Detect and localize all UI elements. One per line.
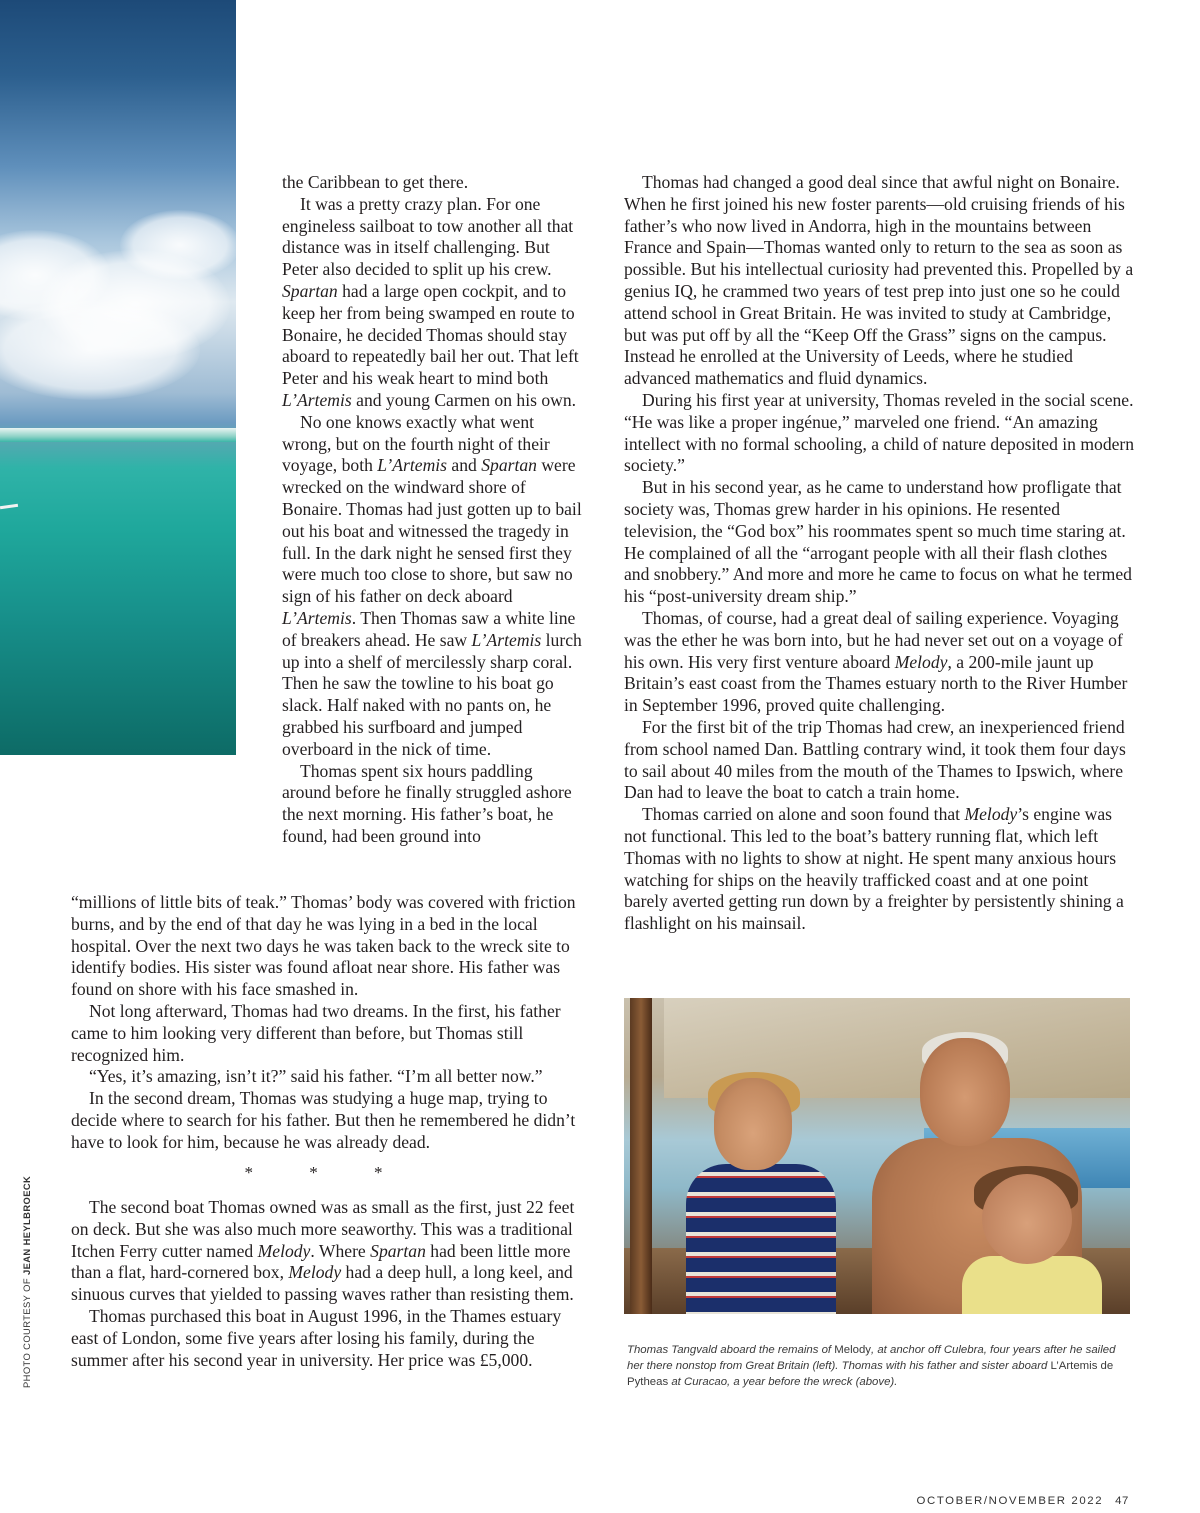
issue-date: OCTOBER/NOVEMBER 2022 — [916, 1495, 1104, 1507]
paragraph: The second boat Thomas owned was as small as the first, just 22 feet on deck. But she was also much more seaworthy. This was a traditional Itchen Ferry cutter named Melody. Where Spartan had been little more than a flat, hard-cornered box, Melody had a deep hull, a long keel, and sinuous curves that yielded to passing waves rather than resisting them. — [71, 1197, 575, 1305]
page-footer — [917, 1495, 1129, 1507]
photo-credit: PHOTO COURTESY OF JEAN HEYLBROECK — [21, 1175, 32, 1388]
paragraph: No one knows exactly what went wrong, but on the fourth night of their voyage, both L’Artemis and Spartan were wrecked on the windward shore of Bonaire. Thomas had just gotten up to bail out his boat and witnessed the tragedy in full. In the dark night he sensed first they were much too close to shore, but saw no sign of his father on deck aboard L’Artemis. Then Thomas saw a white line of breakers ahead. He saw L’Artemis lurch up into a shelf of mercilessly sharp coral. Then he saw the towline to his boat go slack. Half naked with no pants on, he grabbed his surfboard and jumped overboard in the nick of time. — [282, 411, 582, 759]
paragraph: In the second dream, Thomas was studying a huge map, trying to decide where to search for his father. But then he remembered he didn’t have to look for him, because he was already dead. — [71, 1088, 576, 1152]
column-1-lower — [71, 892, 582, 1154]
column-1-end — [71, 1197, 582, 1371]
photo-caption: Thomas Tangvald aboard the remains of Melody, at anchor off Culebra, four years after he sailed her there nonstop from Great Britain (left). Thomas with his father and sister aboard L’Artemis de Pytheas at Curacao, a year before the wreck (above). — [627, 1344, 1116, 1389]
column-1-upper — [282, 172, 582, 848]
paragraph: It was a pretty crazy plan. For one engineless sailboat to tow another all that distance was in itself challenging. But Peter also decided to split up his crew. Spartan had a large open cockpit, and to keep her from being swamped en route to Bonaire, he decided Thomas should stay aboard to repeatedly bail her out. That left Peter and his weak heart to mind both L’Artemis and young Carmen on his own. — [282, 193, 579, 410]
paragraph: Not long afterward, Thomas had two dreams. In the first, his father came to him looking very different than before, but Thomas still recognized him. — [71, 1000, 561, 1065]
page-number: 47 — [1115, 1495, 1129, 1507]
paragraph: “Yes, it’s amazing, isn’t it?” said his father. “I’m all better now.” — [89, 1066, 543, 1087]
paragraph: the Caribbean to get there. — [282, 172, 469, 192]
paragraph: Thomas spent six hours paddling around before he finally struggled ashore the next morning. His father’s boat, he found, had been ground into — [282, 760, 572, 846]
paragraph: Thomas purchased this boat in August 1996, in the Thames estuary east of London, some five years after losing his family, during the summer after his second year in university. Her price was £5,000. — [71, 1305, 562, 1370]
paragraph: Thomas had changed a good deal since that awful night on Bonaire. When he first joined his new foster parents—old cruising friends of his father’s who now lived in Andorra, high in the mountains between France and Spain—Thomas wanted only to return to the sea as soon as possible. But his intellectual curiosity had prevented this. Propelled by a genius IQ, he crammed two years of test prep into just one so he could attend school in Great Britain. He was invited to study at Cambridge, but was put off by all the “Keep Off the Grass” signs on the campus. Instead he enrolled at the University of Leeds, where he studied advanced mathematics and fluid dynamics. — [624, 172, 1134, 389]
paragraph: But in his second year, as he came to understand how profligate that society was, Thomas grew harder in his opinions. He resented television, the “God box” his roommates spent so much time staring at. He complained of all the “arrogant people with all their flash clothes and snobbery.” And more and more he came to focus on what he termed his “post-university dream ship.” — [624, 477, 1132, 607]
paragraph: For the first bit of the trip Thomas had crew, an inexperienced friend from school named Dan. Battling contrary wind, it took them four days to sail about 40 miles from the mouth of the Thames to Ipswich, where Dan had to leave the boat to catch a train home. — [624, 716, 1126, 803]
paragraph: During his first year at university, Thomas reveled in the social scene. “He was like a proper ingénue,” marveled one friend. “An amazing intellect with no formal schooling, a child of nature deposited in modern society.” — [624, 389, 1135, 476]
ocean-photo — [0, 0, 236, 755]
column-2 — [624, 172, 1136, 935]
paragraph: Thomas, of course, had a great deal of sailing experience. Voyaging was the ether he was born into, but he had never set out on a voyage of his own. His very first venture aboard Melody, a 200-mile jaunt up Britain’s east coast from the Thames estuary north to the River Humber in September 1996, proved quite challenging. — [624, 607, 1128, 716]
paragraph: “millions of little bits of teak.” Thomas’ body was covered with friction burns, and by the end of that day he was lying in a bed in the local hospital. Over the next two days he was taken back to the wreck site to identify bodies. His sister was found afloat near shore. His father was found on shore with his face smashed in. — [71, 892, 576, 1000]
section-break: * * * — [244, 1163, 409, 1182]
paragraph: Thomas carried on alone and soon found that Melody’s engine was not functional. This led to the boat’s battery running flat, which left Thomas with no lights to show at night. He spent many anxious hours watching for ships on the heavily trafficked coast and at one point barely averted getting run down by a freighter by persistently shining a flashlight on his mainsail. — [624, 804, 1124, 934]
family-photo — [624, 998, 1130, 1314]
